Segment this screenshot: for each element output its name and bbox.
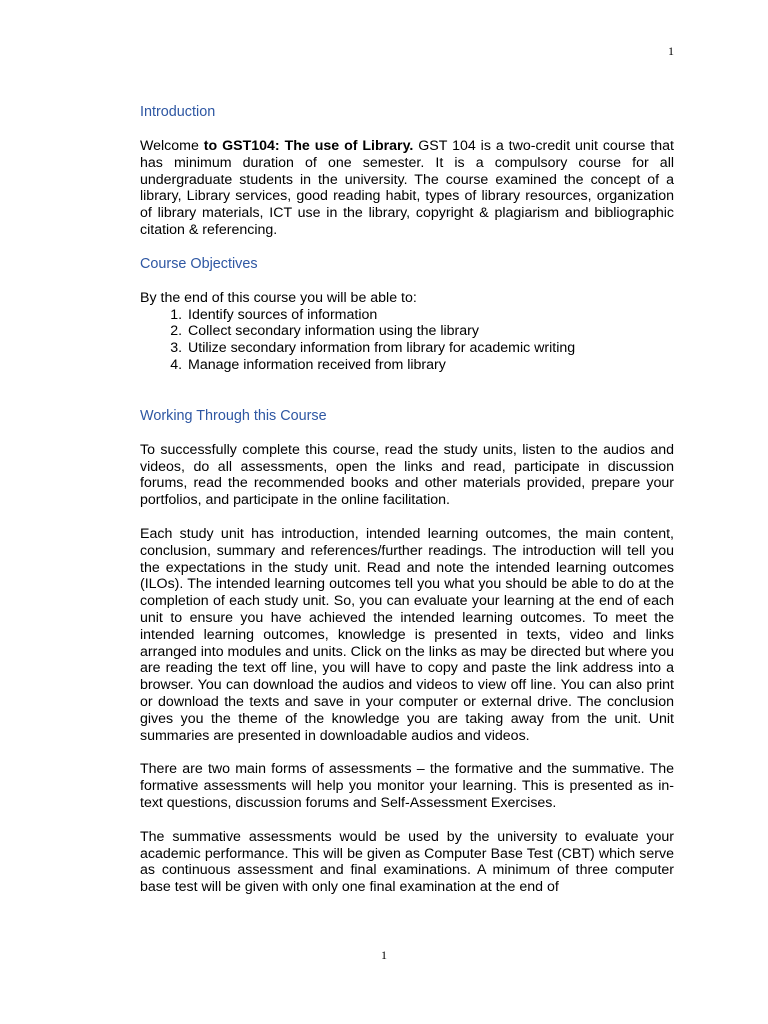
document-body [140,104,674,896]
objectives-lead: By the end of this course you will be able to: [140,289,417,306]
objective-item: 4. Manage information received from library [186,357,674,374]
objectives-list [140,307,674,374]
objective-item: 1. Identify sources of information [186,307,674,324]
working-through-heading: Working Through this Course [140,407,327,424]
course-title: to GST104: The use of Library. [203,138,414,154]
working-paragraph-4: The summative assessments would be used by the university to evaluate your academic performance. This will be given as Computer Base Test (CBT) which serve as continuous assessment and final examinations. A minimum of three computer base test will be given with only one final examination at the end of [140,828,674,896]
working-paragraph-2: Each study unit has introduction, intended learning outcomes, the main content, conclusion, summary and references/further readings. The introduction will tell you the expectations in the study unit. Read and note the intended learning outcomes (ILOs). The intended learning outcomes tell you what you should be able to do at the completion of each study unit. So, you can evaluate your learning at the end of each unit to ensure you have achieved the intended learning outcomes. To meet the intended learning outcomes, knowledge is presented in texts, video and links arranged into modules and units. Click on the links as may be directed but where you are reading the text off line, you will have to copy and paste the link address into a browser. You can download the audios and videos to view off line. You can also print or download the texts and save in your computer or external drive. The conclusion gives you the theme of the knowledge you are taking away from the unit. Unit summaries are presented in downloadable audios and videos. [140,525,674,744]
page-number-bottom: 1 [381,948,387,962]
working-paragraph-3: There are two main forms of assessments – the formative and the summative. The formative assessments will help you monitor your learning. This is presented as in-text questions, discussion forums and Self-Assessment Exercises. [140,761,674,811]
welcome-text: Welcome [140,138,204,154]
objective-item: 3. Utilize secondary information from library for academic writing [186,340,674,357]
introduction-heading: Introduction [140,104,216,120]
introduction-paragraph [140,138,674,239]
working-paragraph-1: To successfully complete this course, read the study units, listen to the audios and videos, do all assessments, open the links and read, participate in discussion forums, read the recommended books and other materials provided, prepare your portfolios, and participate in the online facilitation. [140,441,674,509]
objective-item: 2. Collect secondary information using the library [186,323,674,340]
course-objectives-heading: Course Objectives [140,255,258,272]
introduction-body: GST 104 is a two-credit unit course that has minimum duration of one semester. It is a compulsory course for all undergraduate students in the university. The course examined the concept of a library, Library services, good reading habit, types of library resources, organization of library materials, ICT use in the library, copyright & plagiarism and bibliographic citation & referencing. [140,138,674,238]
page-number-top: 1 [668,44,674,58]
